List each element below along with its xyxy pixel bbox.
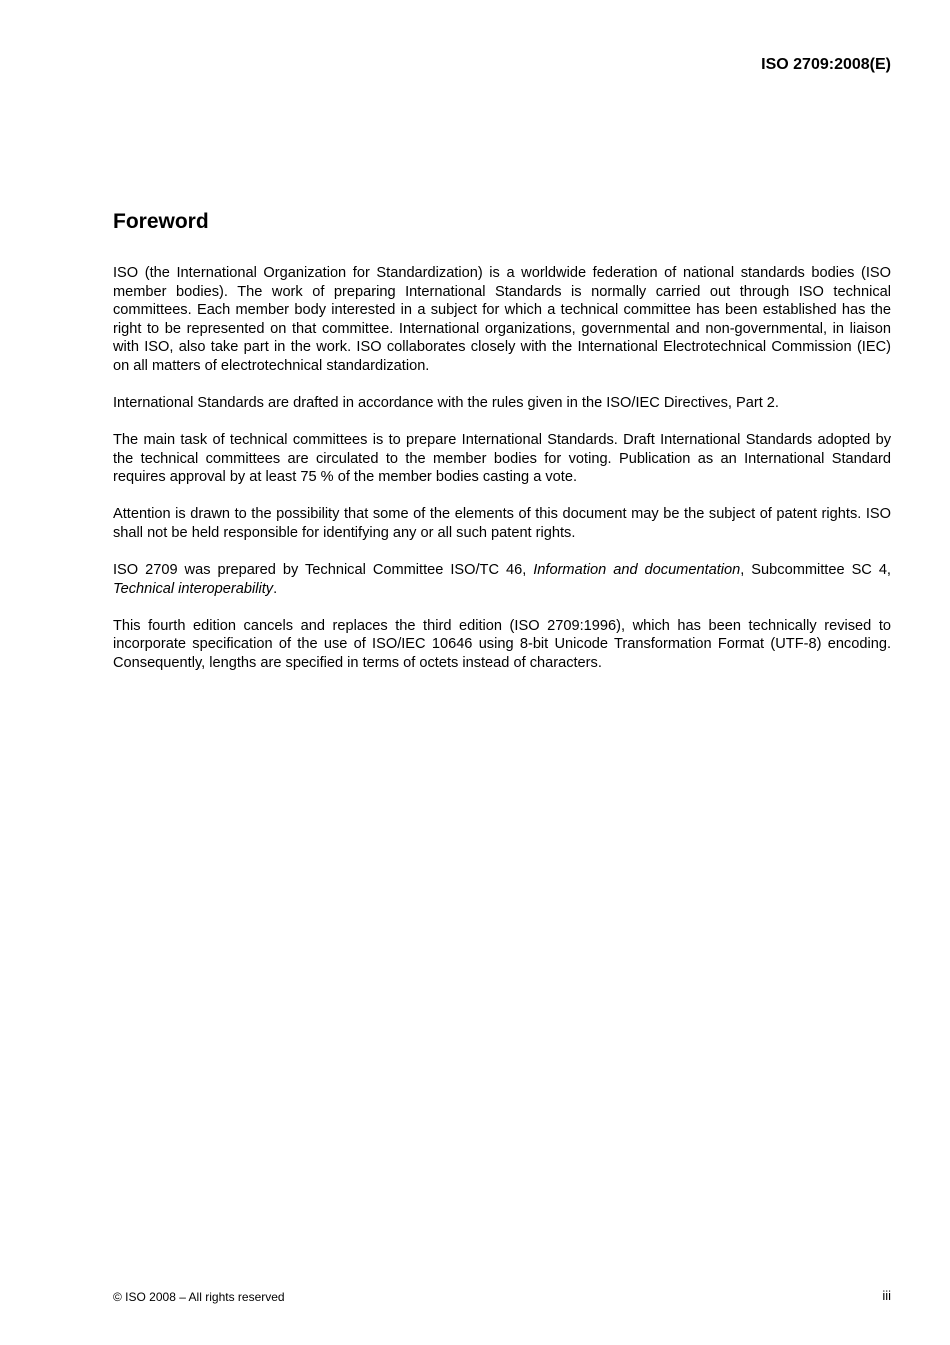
foreword-heading: Foreword [113, 210, 209, 233]
p5-text-a: ISO 2709 was prepared by Technical Committee ISO/TC 46, [113, 562, 534, 579]
p5-text-c: , Subcommittee SC 4, [740, 562, 891, 579]
foreword-paragraph-5 [113, 561, 891, 598]
foreword-paragraph-1: ISO (the International Organization for Standardization) is a worldwide federation of national standards bodies (ISO member bodies). The work of preparing International Standards is normally carried out through ISO technical committees. Each member body interested in a subject for which a technical committee has been established has the right to be represented on that committee. International organizations, governmental and non-governmental, in liaison with ISO, also take part in the work. ISO collaborates closely with the International Electrotechnical Commission (IEC) on all matters of electrotechnical standardization. [113, 265, 891, 374]
foreword-section [113, 208, 891, 691]
foreword-paragraph-2: International Standards are drafted in accordance with the rules given in the ISO/IEC Directives, Part 2. [113, 395, 779, 412]
foreword-paragraph-4: Attention is drawn to the possibility that some of the elements of this document may be the subject of patent rights. ISO shall not be held responsible for identifying any or all such patent rights. [113, 506, 891, 542]
foreword-paragraph-6: This fourth edition cancels and replaces the third edition (ISO 2709:1996), which has been technically revised to incorporate specification of the use of ISO/IEC 10646 using 8-bit Unicode Transformation Format (UTF-8) encoding. Consequently, lengths are specified in terms of octets instead of characters. [113, 617, 891, 671]
page-number: iii [882, 1288, 891, 1303]
document-id-header: ISO 2709:2008(E) [761, 56, 891, 73]
foreword-paragraph-3: The main task of technical committees is to prepare International Standards. Draft International Standards adopted by the technical committees are circulated to the member bodies for voting. Publication as an International Standard requires approval by at least 75 % of the member bodies casting a vote. [113, 432, 891, 486]
p5-subcommittee-title: Technical interoperability [113, 580, 274, 597]
p5-text-e: . [273, 580, 278, 597]
copyright-footer: © ISO 2008 – All rights reserved [113, 1290, 285, 1304]
p5-committee-title: Information and documentation [533, 562, 741, 579]
